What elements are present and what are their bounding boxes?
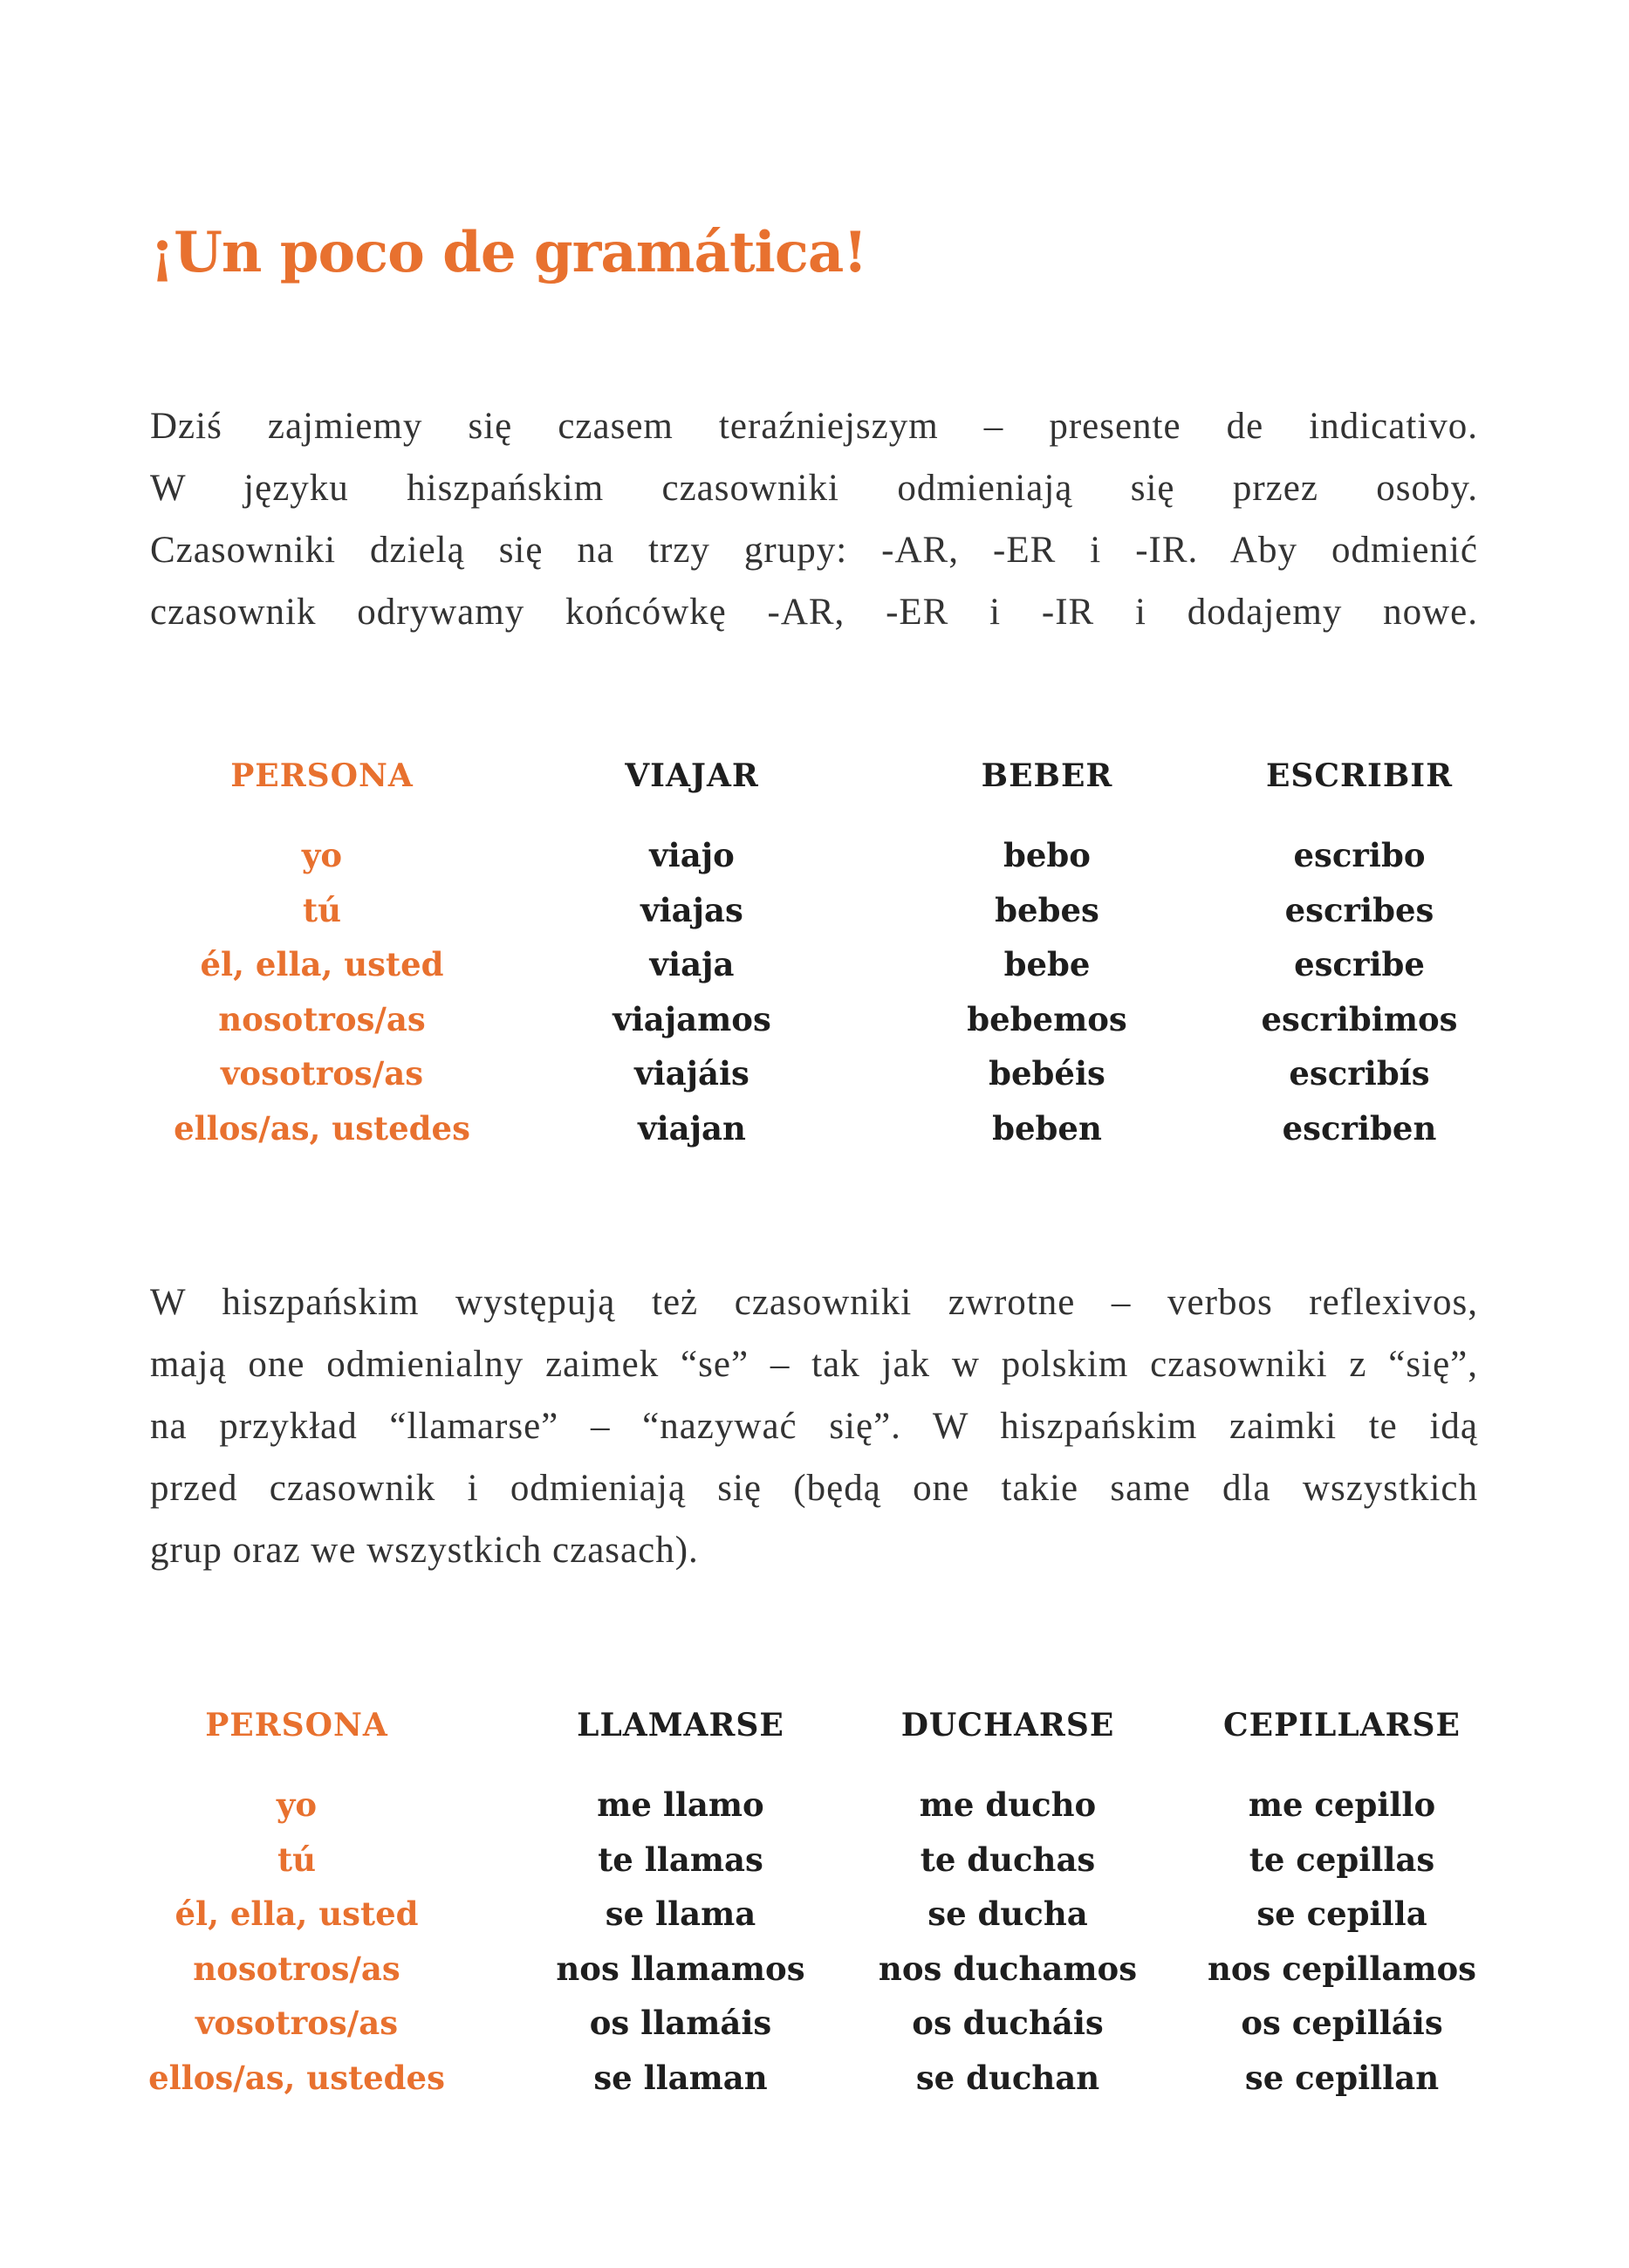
- table-cell: él, ella, usted: [200, 945, 444, 983]
- column-header: PERSONA: [230, 757, 414, 794]
- paragraph-line: W hiszpańskim występują też czasowniki zwrotne – verbos reflexivos,: [150, 1282, 1478, 1323]
- table-cell: yo: [301, 836, 343, 874]
- paragraph-line: czasownik odrywamy końcówkę -AR, -ER i -IR i dodajemy nowe.: [150, 592, 1478, 633]
- table-column-escribir: [1211, 757, 1508, 1148]
- table-cell: se llaman: [593, 2058, 768, 2097]
- table-cell: ellos/as, ustedes: [174, 1108, 470, 1148]
- table-cell: ellos/as, ustedes: [148, 2058, 445, 2097]
- table-cell: os ducháis: [912, 2004, 1104, 2042]
- table-cell: bebo: [1003, 836, 1091, 874]
- column-header: VIAJAR: [625, 757, 759, 794]
- table-cell: nos cepillamos: [1207, 1949, 1477, 1988]
- table-cell: me llamo: [597, 1785, 764, 1824]
- table-cell: se duchan: [915, 2058, 1100, 2097]
- table-cell: yo: [276, 1785, 318, 1824]
- page-title: ¡Un poco de gramática!: [150, 220, 867, 285]
- table-cell: me cepillo: [1248, 1785, 1436, 1824]
- table-cell: bebes: [995, 890, 1099, 929]
- table-cell: escriben: [1282, 1108, 1437, 1148]
- table-cell: os cepilláis: [1241, 2004, 1443, 2042]
- table-cell: escribimos: [1261, 999, 1458, 1038]
- table-column-viajar: [544, 757, 840, 1148]
- table-cell: viajas: [640, 890, 743, 929]
- table-column-persona: [148, 1707, 445, 2097]
- table-cell: nos llamamos: [556, 1949, 805, 1988]
- table-cell: nosotros/as: [218, 999, 426, 1038]
- table-column-cepillarse: [1194, 1707, 1490, 2097]
- table-cell: bebemos: [967, 999, 1127, 1038]
- table-cell: beben: [992, 1108, 1102, 1148]
- paragraph-line: grup oraz we wszystkich czasach).: [150, 1530, 699, 1571]
- table-cell: se cepillan: [1244, 2058, 1440, 2097]
- table-cell: nosotros/as: [193, 1949, 400, 1988]
- table-cell: os llamáis: [589, 2004, 772, 2042]
- table-cell: vosotros/as: [220, 1054, 424, 1093]
- table-cell: se ducha: [927, 1895, 1088, 1933]
- table-cell: viajamos: [613, 999, 771, 1038]
- table-column-llamarse: [532, 1707, 829, 2097]
- paragraph-line: na przykład “llamarse” – “nazywać się”. W hiszpańskim zaimki te idą: [150, 1406, 1478, 1447]
- table-cell: viajo: [649, 836, 735, 874]
- table-cell: tú: [303, 890, 341, 929]
- paragraph-line: Dziś zajmiemy się czasem teraźniejszym – presente de indicativo.: [150, 406, 1478, 447]
- table-cell: se cepilla: [1256, 1895, 1427, 1933]
- table-cell: vosotros/as: [195, 2004, 399, 2042]
- column-header: DUCHARSE: [900, 1707, 1115, 1744]
- table-cell: escribís: [1289, 1054, 1430, 1093]
- paragraph-line: przed czasownik i odmieniają się (będą one takie same dla wszystkich: [150, 1468, 1478, 1509]
- table-cell: escribo: [1293, 836, 1426, 874]
- column-header: BEBER: [981, 757, 1113, 794]
- paragraph-line: Czasowniki dzielą się na trzy grupy: -AR, -ER i -IR. Aby odmienić: [150, 530, 1478, 571]
- conjugation-table-regular: [0, 758, 1629, 1160]
- table-column-beber: [899, 757, 1195, 1148]
- table-cell: viaja: [649, 945, 735, 983]
- table-cell: bebéis: [989, 1054, 1105, 1093]
- table-cell: te duchas: [920, 1840, 1096, 1879]
- column-header: ESCRIBIR: [1265, 757, 1454, 794]
- reflexive-paragraph: [150, 1271, 1478, 1581]
- paragraph-line: W języku hiszpańskim czasowniki odmieniają się przez osoby.: [150, 468, 1478, 509]
- conjugation-table-reflexive: [0, 1708, 1629, 2109]
- table-cell: él, ella, usted: [175, 1895, 419, 1933]
- table-column-ducharse: [859, 1707, 1156, 2097]
- table-cell: tú: [277, 1840, 316, 1879]
- table-cell: escribe: [1294, 945, 1425, 983]
- table-cell: viajan: [638, 1108, 746, 1148]
- table-cell: te cepillas: [1249, 1840, 1435, 1879]
- table-cell: viajáis: [634, 1054, 749, 1093]
- table-cell: escribes: [1284, 890, 1434, 929]
- column-header: PERSONA: [205, 1707, 388, 1744]
- table-cell: te llamas: [598, 1840, 763, 1879]
- table-cell: nos duchamos: [878, 1949, 1138, 1988]
- table-column-persona: [174, 757, 470, 1148]
- table-cell: se llama: [605, 1895, 756, 1933]
- intro-paragraph: [150, 395, 1478, 643]
- table-cell: me ducho: [919, 1785, 1097, 1824]
- paragraph-line: mają one odmienialny zaimek “se” – tak jak w polskim czasowniki z “się”,: [150, 1344, 1478, 1385]
- column-header: CEPILLARSE: [1223, 1707, 1461, 1744]
- table-cell: bebe: [1003, 945, 1091, 983]
- column-header: LLAMARSE: [577, 1707, 784, 1744]
